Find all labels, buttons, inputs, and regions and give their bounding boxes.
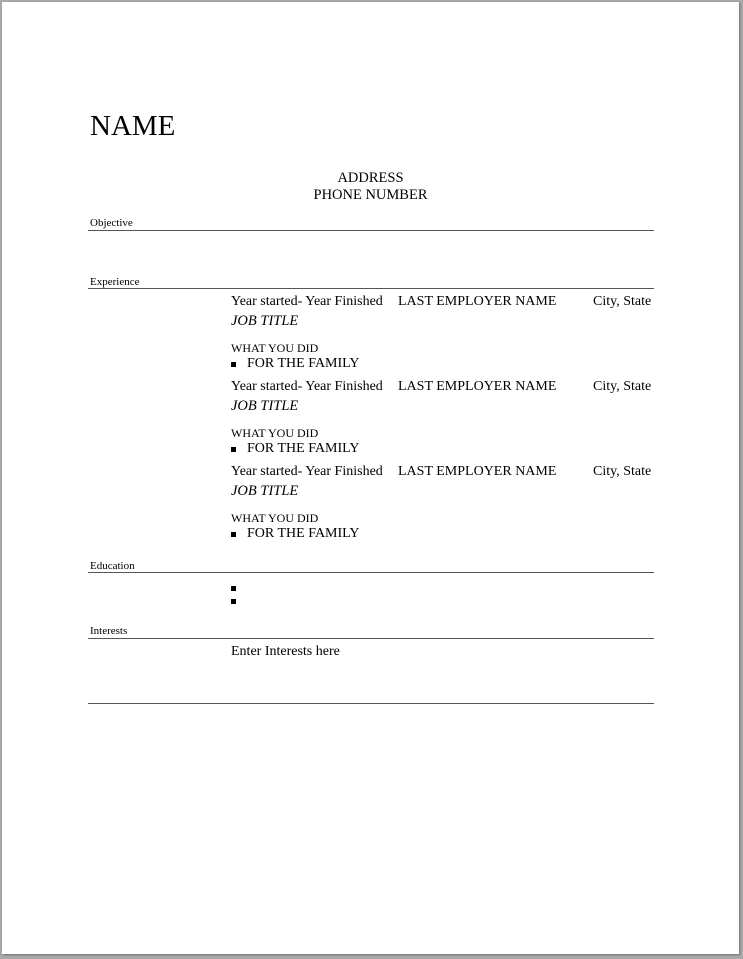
- bullet-icon: [231, 447, 236, 452]
- experience-years: Year started- Year Finished: [231, 464, 383, 479]
- experience-years: Year started- Year Finished: [231, 294, 383, 309]
- divider: [88, 703, 654, 704]
- section-label-objective: Objective: [90, 217, 133, 229]
- divider: [88, 638, 654, 639]
- divider: [88, 230, 654, 231]
- bullet-icon: [231, 362, 236, 367]
- resume-name: NAME: [90, 110, 176, 142]
- section-label-interests: Interests: [90, 625, 128, 637]
- section-label-education: Education: [90, 560, 135, 572]
- experience-employer: LAST EMPLOYER NAME: [398, 464, 557, 479]
- experience-what-you-did: WHAT YOU DID: [231, 511, 319, 525]
- experience-location: City, State: [593, 464, 652, 479]
- bullet-icon: [231, 586, 236, 591]
- bullet-icon: [231, 532, 236, 537]
- experience-job-title: JOB TITLE: [231, 398, 299, 414]
- experience-employer: LAST EMPLOYER NAME: [398, 294, 557, 309]
- resume-phone: PHONE NUMBER: [313, 187, 428, 203]
- experience-employer: LAST EMPLOYER NAME: [398, 379, 557, 394]
- divider: [88, 288, 654, 289]
- section-label-experience: Experience: [90, 276, 140, 288]
- experience-location: City, State: [593, 294, 652, 309]
- experience-bullet: FOR THE FAMILY: [231, 356, 359, 372]
- experience-what-you-did: WHAT YOU DID: [231, 426, 319, 440]
- experience-what-you-did: WHAT YOU DID: [231, 341, 319, 355]
- experience-years: Year started- Year Finished: [231, 379, 383, 394]
- experience-bullet: FOR THE FAMILY: [231, 526, 359, 542]
- resume-address: ADDRESS: [337, 170, 404, 186]
- resume-page: [2, 2, 739, 954]
- interests-text: Enter Interests here: [231, 644, 340, 659]
- experience-job-title: JOB TITLE: [231, 483, 299, 499]
- experience-location: City, State: [593, 379, 652, 394]
- bullet-icon: [231, 599, 236, 604]
- divider: [88, 572, 654, 573]
- experience-job-title: JOB TITLE: [231, 313, 299, 329]
- experience-bullet: FOR THE FAMILY: [231, 441, 359, 457]
